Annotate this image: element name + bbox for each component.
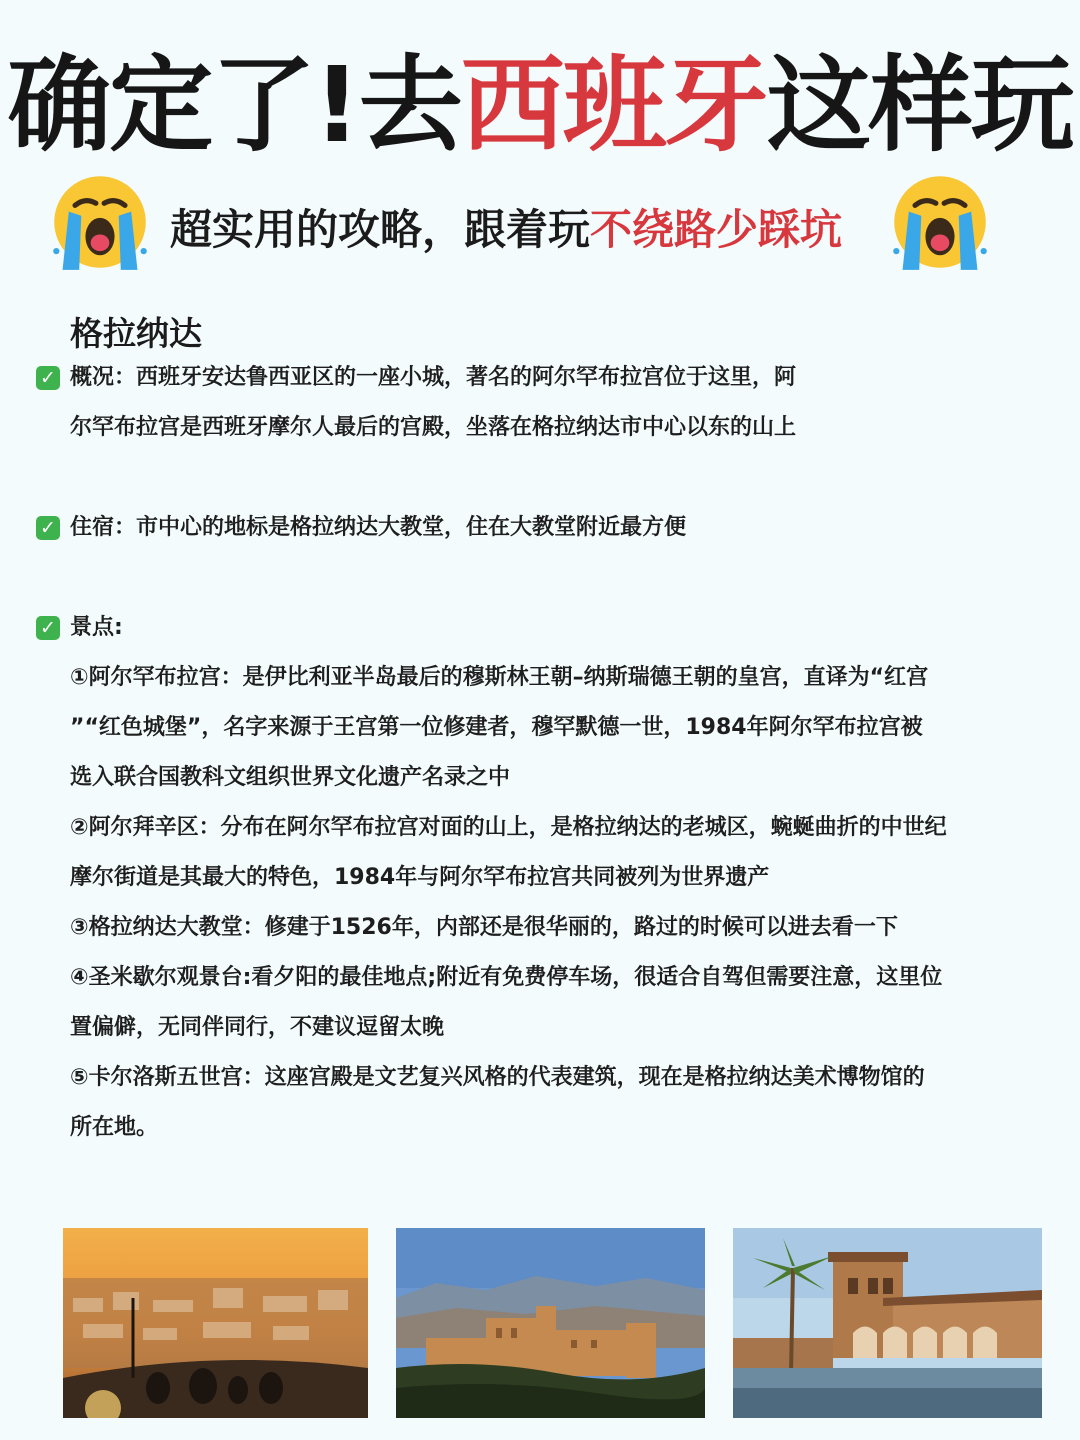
sight-line: [36, 853, 1046, 903]
stay-block: [36, 503, 1046, 553]
sight-text: 摩尔街道是其最大的特色，1984年与阿尔罕布拉宫共同被列为世界遗产: [70, 865, 770, 890]
loudly-crying-face-icon: [888, 170, 992, 274]
check-mark-icon: ✓: [36, 616, 60, 640]
subtitle-part-1: 超实用的攻略，跟着玩: [170, 205, 591, 254]
overview-text-1: 概况：西班牙安达鲁西亚区的一座小城，著名的阿尔罕布拉宫位于这里，阿: [70, 365, 797, 390]
sight-line: [36, 803, 1046, 853]
sight-text: 选入联合国教科文组织世界文化遗产名录之中: [70, 765, 511, 790]
sight-text: ①阿尔罕布拉宫：是伊比利亚半岛最后的穆斯林王朝–纳斯瑞德王朝的皇宫，直译为“红宫: [70, 665, 929, 690]
sight-line: [36, 1053, 1046, 1103]
title-part-3: 这样玩: [766, 44, 1073, 166]
sight-text: 所在地。: [70, 1115, 159, 1140]
sight-line: [36, 1003, 1046, 1053]
alhambra-photo: [396, 1228, 705, 1418]
sight-text: ③格拉纳达大教堂：修建于1526年，内部还是很华丽的，路过的时候可以进去看一下: [70, 915, 898, 940]
loudly-crying-face-icon: [48, 170, 152, 274]
partal-palace-photo: [733, 1228, 1042, 1418]
sight-text: ②阿尔拜辛区：分布在阿尔罕布拉宫对面的山上，是格拉纳达的老城区，蜿蜒曲折的中世纪: [70, 815, 947, 840]
sight-text: ⑤卡尔洛斯五世宫：这座宫殿是文艺复兴风格的代表建筑，现在是格拉纳达美术博物馆的: [70, 1065, 925, 1090]
overview-line: [36, 403, 1046, 453]
title-part-1: 确定了!去: [7, 44, 461, 166]
sight-text: 置偏僻，无同伴同行，不建议逗留太晚: [70, 1015, 445, 1040]
sights-block: [36, 603, 1046, 1153]
stay-text: 住宿：市中心的地标是格拉纳达大教堂，住在大教堂附近最方便: [70, 515, 687, 540]
sight-line: [36, 953, 1046, 1003]
sight-line: [36, 903, 1046, 953]
sight-text: ”“红色城堡”，名字来源于王宫第一位修建者，穆罕默德一世，1984年阿尔罕布拉宫被: [70, 715, 923, 740]
check-mark-icon: ✓: [36, 366, 60, 390]
sight-text: ④圣米歇尔观景台:看夕阳的最佳地点;附近有免费停车场，很适合自驾但需要注意，这里位: [70, 965, 943, 990]
subtitle-part-2: 不绕路少踩坑: [590, 205, 843, 254]
sight-line: [36, 703, 1046, 753]
check-mark-icon: ✓: [36, 516, 60, 540]
section-title: 格拉纳达: [70, 314, 202, 353]
subtitle-row: [0, 170, 1080, 280]
sight-line: [36, 653, 1046, 703]
sights-title: 景点:: [70, 615, 123, 640]
sights-title-line: [36, 603, 1046, 653]
sight-line: [36, 1103, 1046, 1153]
title-part-2: 西班牙: [460, 44, 767, 166]
subtitle: [170, 202, 890, 258]
sight-line: [36, 753, 1046, 803]
page-title: [0, 40, 1080, 170]
sunset-viewpoint-photo: [63, 1228, 368, 1418]
photo-strip: [0, 1228, 1080, 1418]
overview-line: [36, 353, 1046, 403]
stay-line: [36, 503, 1046, 553]
overview-block: [36, 353, 1046, 453]
overview-text-2: 尔罕布拉宫是西班牙摩尔人最后的宫殿，坐落在格拉纳达市中心以东的山上: [70, 415, 797, 440]
